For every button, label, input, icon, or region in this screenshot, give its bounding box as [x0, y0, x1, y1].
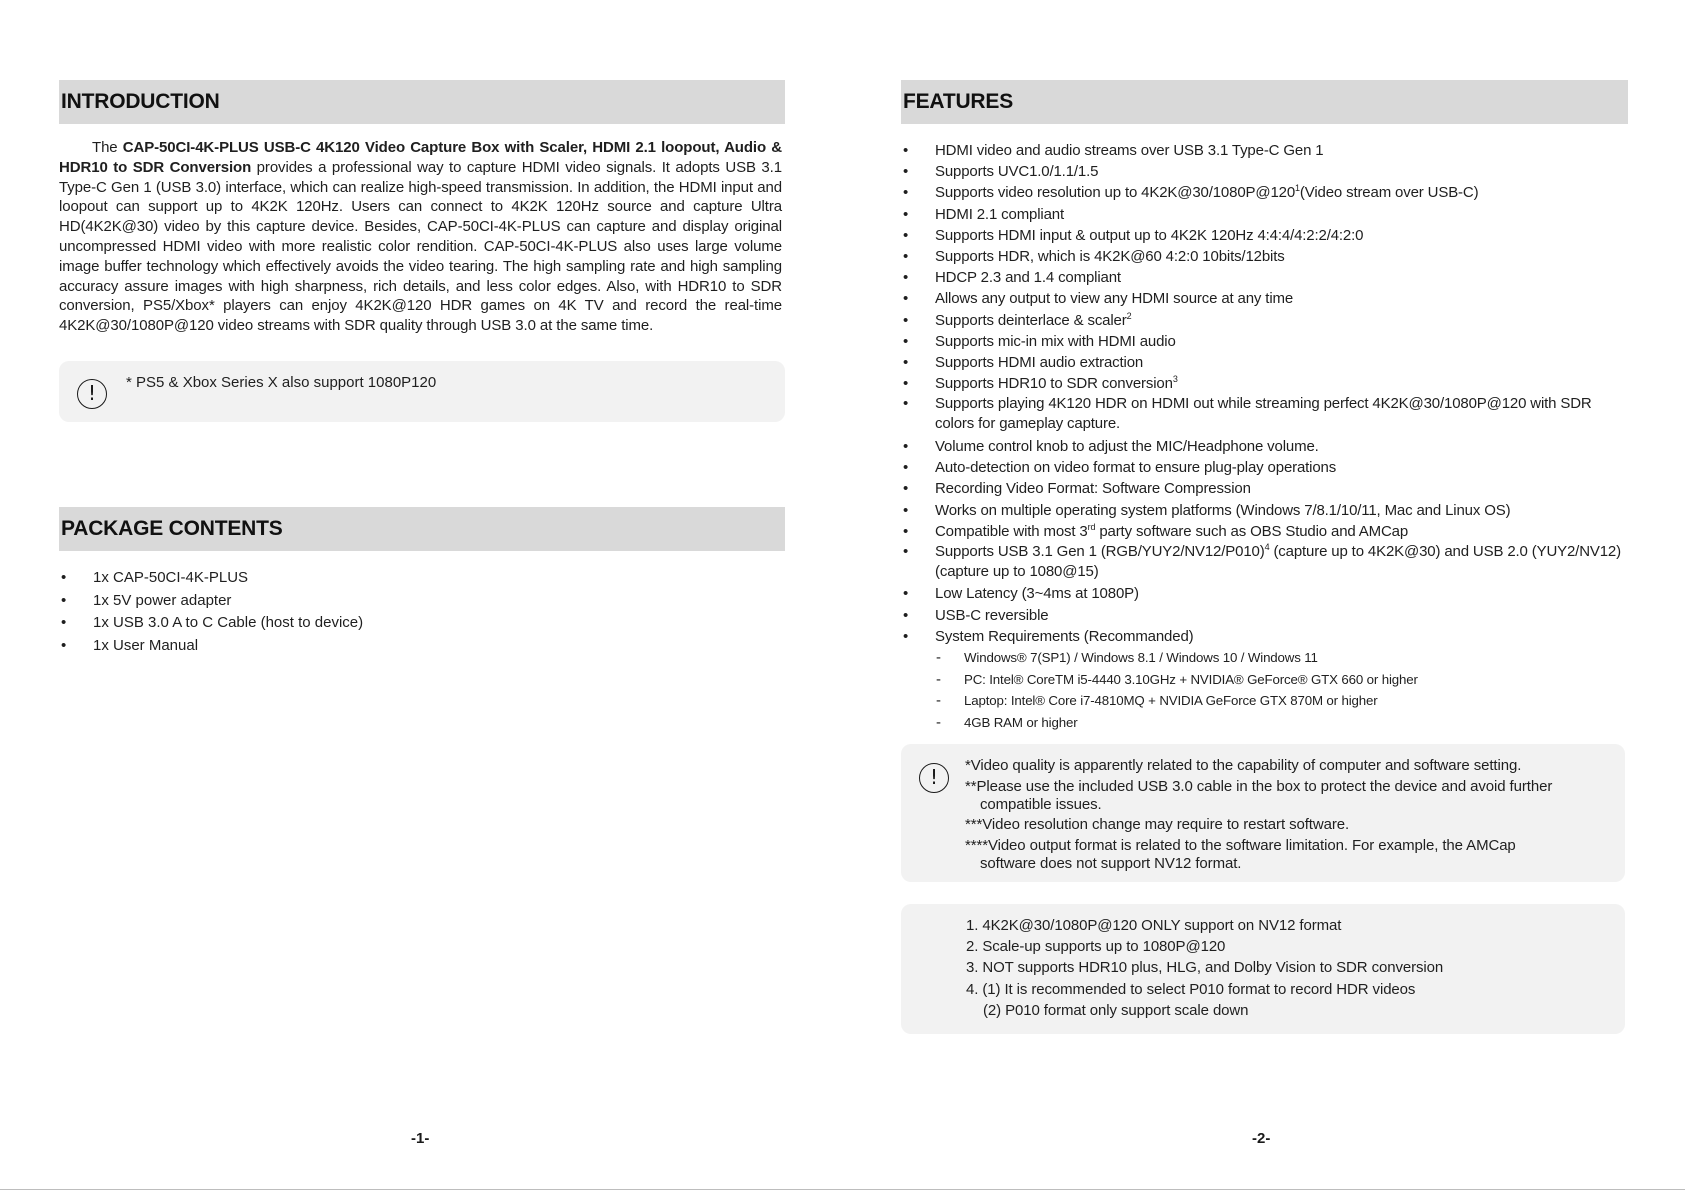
feature-text: System Requirements (Recommanded)	[935, 627, 1194, 645]
bottom-rule	[0, 1189, 1685, 1190]
feature-text: Supports video resolution up to 4K2K@30/1080P@120	[935, 184, 1296, 202]
package-contents-title: PACKAGE CONTENTS	[61, 517, 283, 540]
introduction-header	[59, 80, 785, 124]
feature-text: Volume control knob to adjust the MIC/Headphone volume.	[935, 437, 1319, 455]
feature-text: Supports USB 3.1 Gen 1 (RGB/YUY2/NV12/P010)	[935, 542, 1265, 560]
package-contents-list	[59, 567, 785, 657]
feature-item	[901, 542, 1628, 582]
feature-item	[901, 394, 1628, 434]
system-requirements-list	[935, 647, 1628, 733]
note-line: **Please use the included USB 3.0 cable in the box to protect the device and avoid further	[965, 777, 1553, 795]
feature-item	[901, 352, 1628, 373]
feature-item	[901, 457, 1628, 478]
notes-text	[965, 757, 1552, 873]
footnote-line: 3. NOT supports HDR10 plus, HLG, and Dolby Vision to SDR conversion	[966, 959, 1444, 977]
intro-note-box	[59, 361, 785, 422]
feature-item	[901, 182, 1628, 203]
features-header	[901, 80, 1628, 124]
feature-item	[901, 436, 1628, 457]
feature-item	[901, 521, 1628, 542]
package-item: • 1x USB 3.0 A to C Cable (host to device)	[59, 612, 785, 635]
feature-text: HDCP 2.3 and 1.4 compliant	[935, 269, 1121, 287]
package-item: • 1x CAP-50CI-4K-PLUS	[59, 567, 785, 590]
feature-text: Supports UVC1.0/1.1/1.5	[935, 163, 1099, 181]
system-requirement-item: - 4GB RAM or higher	[935, 712, 1628, 734]
system-requirement-item: - PC: Intel® CoreTM i5-4440 3.10GHz + NVIDIA® GeForce® GTX 660 or higher	[935, 669, 1628, 691]
introduction-title: INTRODUCTION	[61, 90, 220, 113]
features-list	[901, 140, 1628, 733]
feature-text: Recording Video Format: Software Compression	[935, 480, 1251, 498]
feature-text-after: (capture up to 4K2K@30) and USB 2.0 (YUY2/NV12) (capture up to 1080@15)	[935, 542, 1621, 580]
package-item: • 1x 5V power adapter	[59, 590, 785, 613]
feature-text: USB-C reversible	[935, 606, 1049, 624]
feature-item	[901, 583, 1628, 604]
feature-item	[901, 246, 1628, 267]
note-line-continued: compatible issues.	[980, 795, 1102, 813]
page-number: -2-	[1252, 1130, 1271, 1147]
feature-text: Supports HDMI input & output up to 4K2K 120Hz 4:4:4/4:2:2/4:2:0	[935, 226, 1364, 244]
feature-text: Supports HDR, which is 4K2K@60 4:2:0 10bits/12bits	[935, 248, 1285, 266]
feature-text: Supports deinterlace & scaler	[935, 311, 1127, 329]
feature-text: Compatible with most 3	[935, 522, 1088, 540]
feature-text: Supports HDMI audio extraction	[935, 354, 1144, 372]
feature-text: Supports mic-in mix with HDMI audio	[935, 332, 1176, 350]
exclamation-circle-icon: !	[919, 763, 949, 793]
feature-text: Supports HDR10 to SDR conversion	[935, 375, 1173, 393]
footnote-line-continued: (2) P010 format only support scale down	[983, 1001, 1249, 1019]
feature-item	[901, 161, 1628, 182]
feature-item	[901, 140, 1628, 161]
footnote-line: 2. Scale-up supports up to 1080P@120	[966, 938, 1226, 956]
page-number: -1-	[411, 1130, 430, 1147]
product-name: CAP-50CI-4K-PLUS USB-C 4K120 Video Capture Box with Scaler, HDMI 2.1 loopout, Audio & HDR10 to SDR Conversion	[59, 139, 782, 176]
system-requirement-item: - Windows® 7(SP1) / Windows 8.1 / Windows 10 / Windows 11	[935, 647, 1628, 669]
feature-item	[901, 500, 1628, 521]
feature-footnote-mark: 3	[1172, 374, 1178, 385]
feature-item	[901, 331, 1628, 352]
feature-footnote-mark: 4	[1264, 541, 1270, 552]
note-line-continued: software does not support NV12 format.	[980, 854, 1242, 872]
footnotes-text	[966, 915, 1443, 1021]
footnotes-box	[901, 904, 1625, 1034]
note-line: *Video quality is apparently related to the capability of computer and software setting.	[965, 757, 1522, 774]
intro-body: provides a professional way to capture HDMI video signals. It adopts USB 3.1 Type-C Gen 1 (USB 3.0) interface, which can realize high-speed transmission. In addition, the HDMI input and loopout can support up to 4K2K 120Hz. Users can connect to 4K2K 120Hz source and capture Ultra HD(4K2K@30) video by this capture device. Besides, CAP-50CI-4K-PLUS can capture and display original uncompressed HDMI video with more realistic color rendition. CAP-50CI-4K-PLUS also uses large volume image buffer technology which effectively avoids the video tearing. The high sampling rate and high sampling accuracy assure images with high sharpness, rich details, and less color edges. Also, with HDR10 to SDR conversion, PS5/Xbox* players can enjoy 4K2K@120 HDR games on 4K TV and record the real-time 4K2K@30/1080P@120 video streams with SDR quality through USB 3.0 at the same time.	[59, 158, 782, 335]
intro-lead: The	[92, 139, 123, 156]
exclamation-circle-icon: !	[77, 379, 107, 409]
feature-text-after: party software such as OBS Studio and AMCap	[1095, 522, 1409, 540]
feature-footnote-mark: 2	[1126, 310, 1132, 321]
feature-item	[901, 204, 1628, 225]
feature-item	[901, 288, 1628, 309]
feature-item	[901, 605, 1628, 626]
feature-text: Works on multiple operating system platforms (Windows 7/8.1/10/11, Mac and Linux OS)	[935, 501, 1511, 519]
footnote-line: 1. 4K2K@30/1080P@120 ONLY support on NV12 format	[966, 917, 1342, 934]
note-line: ***Video resolution change may require to restart software.	[965, 816, 1350, 834]
feature-footnote-mark: 1	[1295, 183, 1300, 194]
feature-text: HDMI 2.1 compliant	[935, 205, 1065, 223]
notes-box	[901, 744, 1625, 882]
introduction-paragraph	[59, 138, 782, 336]
feature-item	[901, 626, 1628, 733]
footnote-line: 4. (1) It is recommended to select P010 format to record HDR videos	[966, 980, 1416, 998]
feature-item	[901, 225, 1628, 246]
intro-note-text: * PS5 & Xbox Series X also support 1080P120	[126, 374, 437, 391]
feature-item	[901, 310, 1628, 331]
feature-item	[901, 267, 1628, 288]
features-title: FEATURES	[903, 90, 1014, 113]
feature-text: Allows any output to view any HDMI source at any time	[935, 290, 1294, 308]
feature-item	[901, 478, 1628, 499]
feature-footnote-mark: rd	[1087, 521, 1096, 532]
feature-text: HDMI video and audio streams over USB 3.1 Type-C Gen 1	[935, 142, 1324, 159]
feature-text-after: (Video stream over USB-C)	[1299, 184, 1479, 202]
feature-text: Low Latency (3~4ms at 1080P)	[935, 585, 1139, 603]
note-line: ****Video output format is related to the software limitation. For example, the AMCap	[965, 837, 1516, 855]
package-item: • 1x User Manual	[59, 635, 785, 658]
feature-text: Auto-detection on video format to ensure plug-play operations	[935, 459, 1337, 477]
feature-text: Supports playing 4K120 HDR on HDMI out while streaming perfect 4K2K@30/1080P@120 with SDR colors for gameplay capture.	[935, 395, 1592, 433]
system-requirement-item: - Laptop: Intel® Core i7-4810MQ + NVIDIA GeForce GTX 870M or higher	[935, 690, 1628, 712]
package-contents-header	[59, 507, 785, 551]
feature-item	[901, 373, 1628, 394]
